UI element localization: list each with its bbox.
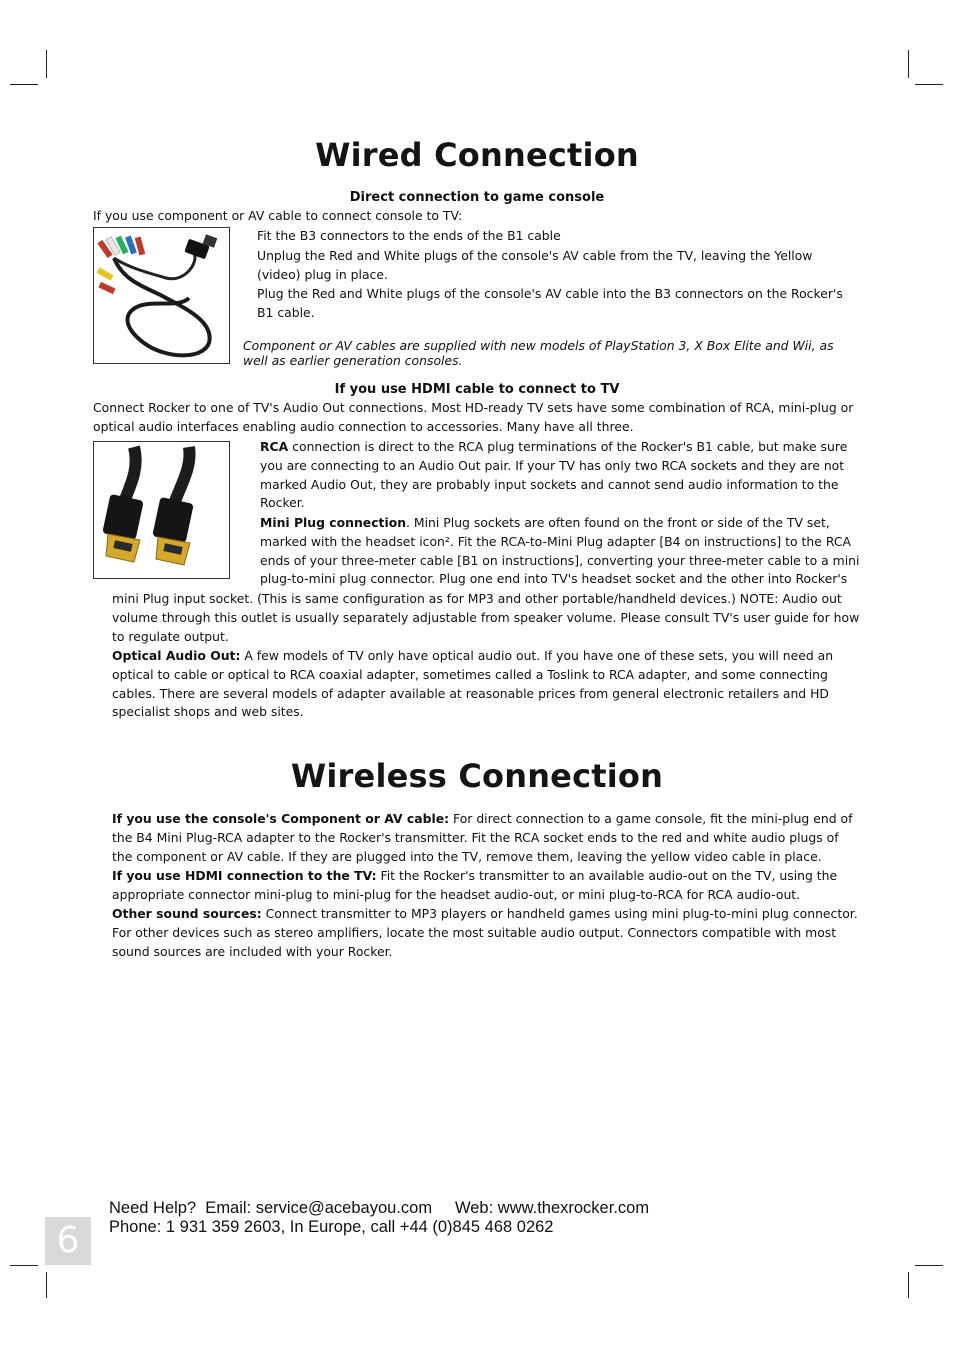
mini-plug-label: Mini Plug connection <box>260 515 407 530</box>
mini-plug-continued: mini Plug input socket. (This is same configuration as for MP3 and other portable/handheld devices.) NOTE: Audio out volume through this outlet is usually separately adjustable from speaker volume. Please consult TV's user guide for how to regulate output. <box>112 591 860 644</box>
direct-step-1: Fit the B3 connectors to the ends of the B1 cable <box>257 228 561 243</box>
rca-paragraph <box>260 438 860 513</box>
crop-mark <box>10 1265 38 1266</box>
crop-mark <box>46 50 47 78</box>
page-title-wireless: Wireless Connection <box>290 757 664 795</box>
crop-mark <box>908 1272 909 1298</box>
wireless-hdmi-label: If you use HDMI connection to the TV: <box>112 868 377 883</box>
footer-help-line: Need Help? Email: service@acebayou.com Web: www.thexrocker.com <box>109 1199 650 1217</box>
optical-text: A few models of TV only have optical audio out. If you have one of these sets, you will need an optical to cable or optical to RCA coaxial adapter, sometimes called a Toslink to RCA adapter, and some connecting cables. There are several models of adapter available at reasonable prices from general electronic retailers and HD specialist shops and web sites. <box>112 648 834 720</box>
section-heading-hdmi: If you use HDMI cable to connect to TV <box>334 382 620 397</box>
rca-text: connection is direct to the RCA plug terminations of the Rocker's B1 cable, but make sure you are connecting to an Audio Out pair. If your TV has only two RCA sockets and they are not marked Audio Out, they are probably input sockets and cannot send audio information to the Rocker. <box>260 439 848 511</box>
direct-step-3: Plug the Red and White plugs of the console's AV cable into the B3 connectors on the Rocker's B1 cable. <box>257 286 843 320</box>
hdmi-cable-icon <box>94 442 229 578</box>
mini-plug-paragraph <box>260 514 860 589</box>
hdmi-intro: Connect Rocker to one of TV's Audio Out connections. Most HD-ready TV sets have some combination of RCA, mini-plug or optical audio interfaces enabling audio connection to accessories. Many have all three. <box>93 400 854 434</box>
direct-note: Component or AV cables are supplied with new models of PlayStation 3, X Box Elite and Wii, as well as earlier generation consoles. <box>243 338 834 368</box>
wireless-component-text: For direct connection to a game console, fit the mini-plug end of the B4 Mini Plug-RCA adapter to the Rocker's transmitter. Fit the RCA socket ends to the red and white audio plugs of the component or AV cable. If they are plugged into the TV, remove them, leaving the yellow video cable in place. <box>112 811 853 864</box>
hdmi-cable-photo <box>93 441 230 579</box>
crop-mark <box>10 84 38 85</box>
crop-mark <box>46 1272 47 1298</box>
page-title-wired: Wired Connection <box>315 136 639 174</box>
wireless-other-text: Connect transmitter to MP3 players or handheld games using mini plug-to-mini plug connector. For other devices such as stereo amplifiers, locate the most suitable audio output. Connectors compatible with most sound sources are included with your Rocker. <box>112 906 858 959</box>
crop-mark <box>915 84 943 85</box>
wireless-component-paragraph <box>112 810 862 866</box>
optical-label: Optical Audio Out: <box>112 648 241 663</box>
crop-mark <box>915 1265 943 1266</box>
component-cable-icon <box>94 228 229 363</box>
direct-step-2: Unplug the Red and White plugs of the console's AV cable from the TV, leaving the Yellow (video) plug in place. <box>257 248 813 282</box>
direct-intro: If you use component or AV cable to connect console to TV: <box>93 208 463 223</box>
mini-plug-text: . Mini Plug sockets are often found on the front or side of the TV set, marked with the headset icon². Fit the RCA-to-Mini Plug adapter [B4 on instructions] to the RCA ends of your three-meter cable [B1 on instructions], converting your three-meter cable to a mini plug-to-mini plug connector. Plug one end into TV's headset socket and the other into Rocker's <box>260 515 860 587</box>
wireless-other-paragraph <box>112 905 862 961</box>
rca-label: RCA <box>260 439 289 454</box>
page-number: 6 <box>45 1217 91 1265</box>
optical-paragraph <box>112 647 862 722</box>
wireless-hdmi-paragraph <box>112 867 862 905</box>
section-heading-direct: Direct connection to game console <box>349 190 605 205</box>
wireless-hdmi-text: Fit the Rocker's transmitter to an available audio-out on the TV, using the appropriate connector mini-plug to mini-plug for the headset audio-out, or mini plug-to-RCA for RCA audio-out. <box>112 868 838 902</box>
footer-phone-line: Phone: 1 931 359 2603, In Europe, call +44 (0)845 468 0262 <box>109 1218 554 1236</box>
wireless-other-label: Other sound sources: <box>112 906 262 921</box>
crop-mark <box>908 50 909 78</box>
component-cable-photo <box>93 227 230 364</box>
wireless-component-label: If you use the console's Component or AV cable: <box>112 811 450 826</box>
